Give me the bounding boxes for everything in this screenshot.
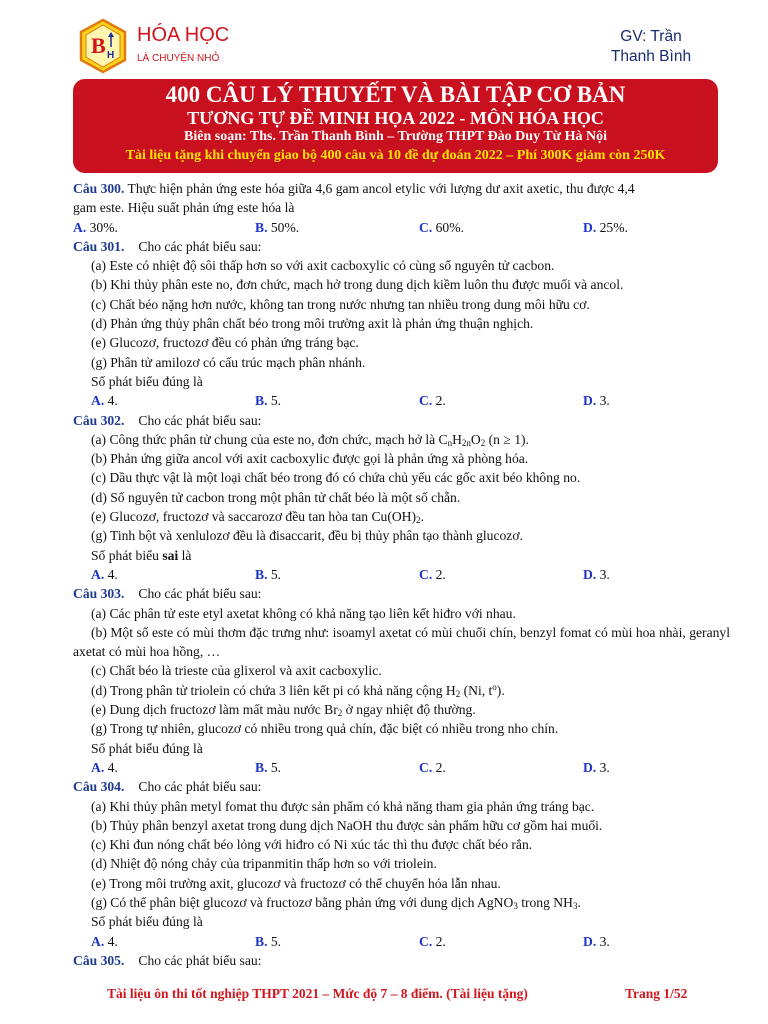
answer-a: A. 4. (91, 566, 118, 582)
question-ask: Số phát biểu đúng là (91, 740, 203, 756)
statement: (e) Glucozơ, fructozơ và saccarozơ đều tan hòa $\tan Cu(OH)_2$. (91, 509, 424, 526)
question-label: Câu 302. (73, 412, 125, 428)
answer-c: C. 2. (419, 933, 446, 949)
statement: (d) Trong phân tử triolein có chứa 3 liên kết pi có khả năng cộng $H_2$ (Ni, $t^o$). (91, 681, 505, 699)
question-300 (73, 179, 730, 198)
question-label: Câu 304. (73, 779, 125, 795)
question-301 (73, 237, 730, 256)
answer-b: B. 50%. (255, 219, 300, 235)
question-302 (73, 411, 730, 430)
answer-b: B. 5. (255, 566, 282, 582)
page-number: Trang 1/52 (625, 986, 688, 1001)
answer-d: D. 25%. (583, 219, 628, 235)
question-label: Câu 300. (73, 181, 125, 196)
logo-tagline: LÀ CHUYỆN NHỎ (137, 53, 220, 64)
logo-icon (78, 18, 128, 74)
answer-row (73, 758, 730, 777)
answer-d: D. 3. (583, 393, 610, 409)
answer-row (73, 391, 730, 410)
answer-d: D. 3. (583, 566, 610, 582)
answer-c: C. 2. (419, 566, 446, 582)
question-stem: Cho các phát biểu sau: (138, 586, 262, 602)
statement: (g) Trong tự nhiên, glucozơ có nhiều trong quả chín, đặc biệt có nhiều trong nho chín. (91, 721, 559, 737)
answer-b: B. 5. (255, 759, 282, 775)
question-stem: Cho các phát biểu sau: (138, 952, 262, 968)
statement: (a) Este có nhiệt độ sôi thấp hơn so với axit cacboxylic có cùng số nguyên tử cacbon. (91, 258, 555, 274)
statement: (b) Thủy phân benzyl axetat trong dung dịch NaOH thu được sản phẩm hữu cơ gồm hai muối. (91, 817, 603, 833)
question-stem-continued: gam este. Hiệu suất phản ứng este hóa là (73, 200, 295, 216)
question-label: Câu 301. (73, 238, 125, 254)
statement: (g) Phân tử amilozơ có cấu trúc mạch phân nhánh. (91, 354, 366, 370)
question-label: Câu 303. (73, 586, 125, 602)
statement: (c) Chất béo nặng hơn nước, không tan trong nước nhưng tan nhiều trong dung môi hữu cơ. (91, 296, 590, 312)
answer-row (73, 565, 730, 584)
question-303 (73, 584, 730, 603)
document-author: Biên soạn: Ths. Trần Thanh Bình – Trường THPT Đào Duy Từ Hà Nội (184, 129, 607, 144)
question-stem: Cho các phát biểu sau: (138, 238, 262, 254)
statement: (e) Glucozơ, fructozơ đều có phản ứng tráng bạc. (91, 335, 359, 351)
question-ask: Số phát biểu đúng là (91, 373, 203, 389)
statement: (d) Nhiệt độ nóng chảy của tripanmitin thấp hơn so với triolein. (91, 856, 437, 872)
statement: (e) Trong môi trường axit, glucozơ và fructozơ có thể chuyển hóa lẫn nhau. (91, 875, 501, 891)
question-stem: Cho các phát biểu sau: (138, 412, 262, 428)
logo-title: HÓA HỌC (137, 24, 230, 46)
answer-d: D. 3. (583, 933, 610, 949)
svg-text:B: B (91, 33, 106, 58)
statement: (c) Khi đun nóng chất béo lỏng với hiđro có Ni xúc tác thì thu được chất béo rắn. (91, 837, 533, 853)
teacher-line-1: GV: Trần (620, 28, 682, 45)
statement: (g) Tinh bột và xenlulozơ đều là đisaccarit, đều bị thủy phân tạo thành glucozơ. (91, 528, 523, 544)
statement: (e) Dung dịch fructozơ làm mất màu nước $Br_2$ ở ngay nhiệt độ thường. (91, 702, 476, 719)
statement: (c) Chất béo là trieste của glixerol và axit cacboxylic. (91, 663, 382, 679)
answer-b: B. 5. (255, 933, 282, 949)
teacher-name (596, 27, 706, 67)
statement: (a) Các phân tử este etyl axetat không có khả năng tạo liên kết hiđro với nhau. (91, 605, 516, 621)
question-ask: Số phát biểu sai là (91, 547, 192, 563)
footer-text: Tài liệu ôn thi tốt nghiệp THPT 2021 – Mức độ 7 – 8 điểm. (Tài liệu tặng) (107, 986, 528, 1001)
answer-row (73, 218, 730, 237)
answer-c: C. 2. (419, 759, 446, 775)
question-stem: Thực hiện phản ứng este hóa giữa 4,6 gam ancol etylic với lượng dư axit axetic, thu được 4,4 (124, 181, 635, 196)
document-subtitle: TƯƠNG TỰ ĐỀ MINH HỌA 2022 - MÔN HÓA HỌC (187, 108, 604, 128)
question-label: Câu 305. (73, 952, 125, 968)
answer-a: A. 4. (91, 933, 118, 949)
answer-c: C. 60%. (419, 219, 464, 235)
statement: (b) Một số este có mùi thơm đặc trưng như: isoamyl axetat có mùi chuối chín, benzyl fomat có mùi hoa nhài, geranyl axetat có mùi hoa hồng, … (73, 624, 730, 660)
answer-a: A. 4. (91, 759, 118, 775)
question-list (73, 179, 730, 970)
statement: (b) Khi thủy phân este no, đơn chức, mạch hở trong dung dịch kiềm luôn thu được muối và ancol. (91, 277, 624, 293)
question-ask: Số phát biểu đúng là (91, 914, 203, 930)
question-stem: Cho các phát biểu sau: (138, 779, 262, 795)
statement: (d) Số nguyên tử cacbon trong một phân tử chất béo là một số chẵn. (91, 489, 461, 505)
answer-a: A. 30%. (73, 219, 118, 235)
statement: (a) Khi thủy phân metyl fomat thu được sản phẩm có khả năng tham gia phản ứng tráng bạc. (91, 798, 595, 814)
teacher-line-2: Thanh Bình (610, 48, 692, 65)
document-promo: Tài liệu tặng khi chuyển giao bộ 400 câu và 10 đề dự đoán 2022 – Phí 300K giảm còn 250K (125, 148, 666, 163)
statement: (b) Phản ứng giữa ancol với axit cacboxylic được gọi là phản ứng xà phòng hóa. (91, 451, 529, 467)
svg-text:H: H (107, 50, 115, 61)
document-title: 400 CÂU LÝ THUYẾT VÀ BÀI TẬP CƠ BẢN (165, 82, 626, 107)
question-305 (73, 951, 730, 970)
statement: (g) Có thể phân biệt glucozơ và fructozơ bằng phản ứng với dung dịch AgNO$_3$ trong $NH_3$. (91, 894, 581, 911)
answer-c: C. 2. (419, 393, 446, 409)
answer-d: D. 3. (583, 759, 610, 775)
statement: (a) Công thức phân tử chung của este no, đơn chức, mạch hở là $C_nH_{2n}O_2$ (n ≥ 1). (91, 431, 529, 448)
answer-a: A. 4. (91, 393, 118, 409)
statement: (c) Dầu thực vật là một loại chất béo trong đó có chứa chủ yếu các gốc axit béo không no. (91, 470, 581, 486)
statement: (d) Phản ứng thủy phân chất béo trong môi trường axit là phản ứng thuận nghịch. (91, 316, 534, 332)
question-304 (73, 777, 730, 796)
answer-row (73, 932, 730, 951)
answer-b: B. 5. (255, 393, 282, 409)
title-banner (73, 79, 718, 173)
